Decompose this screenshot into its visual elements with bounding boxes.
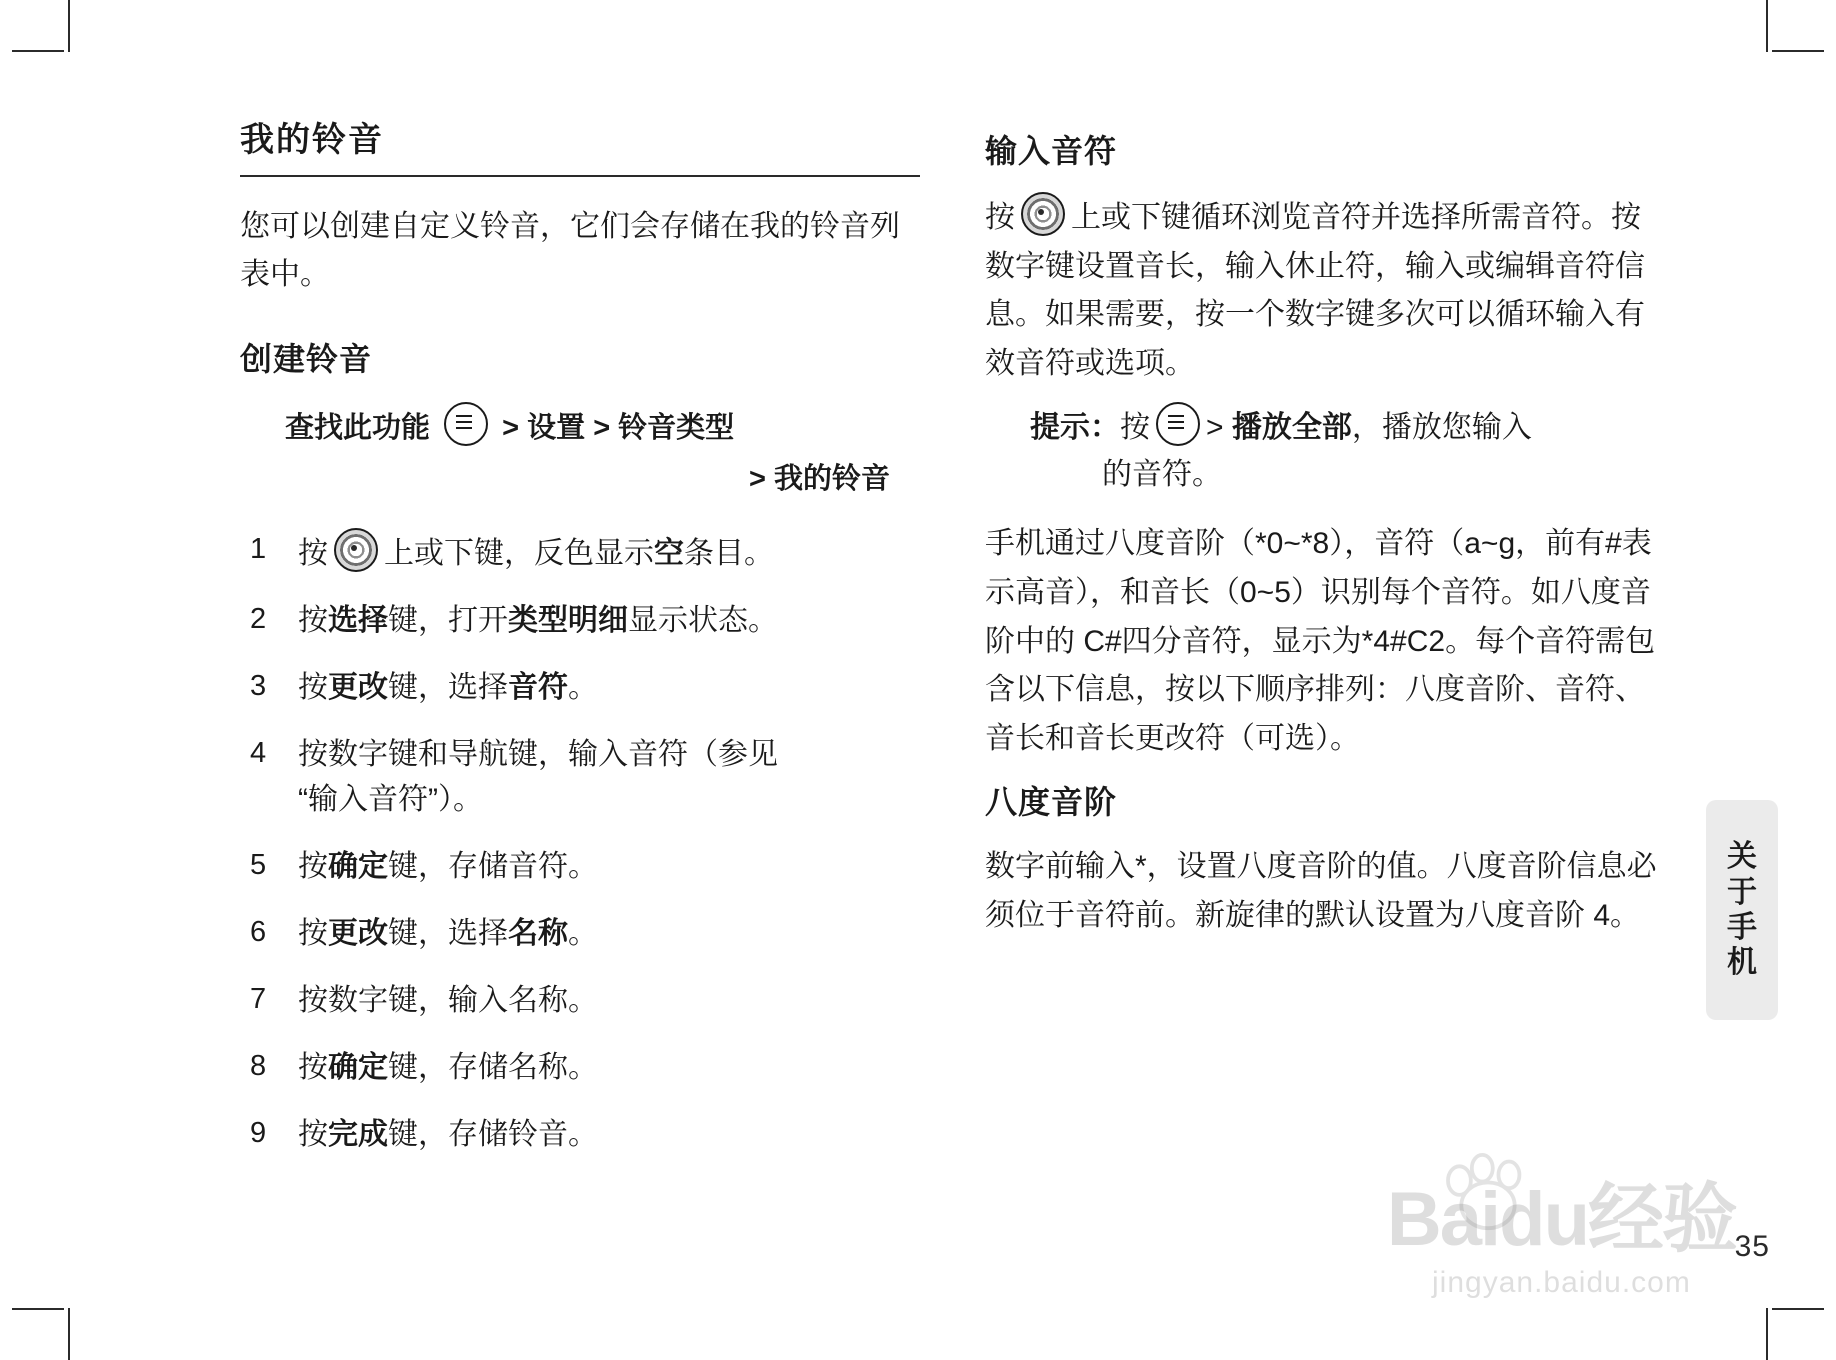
menu-icon xyxy=(1156,402,1200,446)
tip-verb: 按 xyxy=(1120,411,1150,445)
enter-notes-paragraph xyxy=(985,192,1665,388)
section-title-my-ringtones: 我的铃音 xyxy=(240,121,384,159)
step-bold: 类型明细 xyxy=(508,603,628,637)
step-item xyxy=(240,598,920,643)
subsection-title-enter-notes: 输入音符 xyxy=(985,133,1118,169)
step-text: 键，打开 xyxy=(388,603,508,637)
paw-icon xyxy=(1440,1152,1536,1232)
step-number: 7 xyxy=(250,982,267,1015)
octave-paragraph: 数字前输入*，设置八度音阶的值。八度音阶信息必须位于音符前。新旋律的默认设置为八度音阶 4。 xyxy=(985,850,1657,932)
subsection-title-octave: 八度音阶 xyxy=(985,784,1118,821)
side-tab-about-phone xyxy=(1706,800,1778,1020)
find-it-path-2: > 我的铃音 xyxy=(749,462,890,495)
step-text: 按 xyxy=(298,1117,328,1151)
step-text: 键，存储铃音。 xyxy=(388,1117,598,1151)
step-bold: 选择 xyxy=(328,603,388,637)
step-text: 按 xyxy=(298,670,328,704)
step-text: 显示状态。 xyxy=(628,603,778,637)
tip-bold-item: 播放全部 xyxy=(1231,411,1352,445)
step-text: 键，存储名称。 xyxy=(388,1050,598,1084)
step-item xyxy=(240,528,920,576)
step-text: 按 xyxy=(298,603,328,637)
watermark-sub: jingyan.baidu.com xyxy=(1432,1266,1691,1299)
find-it-label: 查找此功能 xyxy=(285,411,431,444)
side-tab-label: 关 于 手 机 xyxy=(1727,840,1757,980)
step-text: 按 xyxy=(298,536,328,570)
step-bold: 确定 xyxy=(328,849,388,883)
step-bold: 名称 xyxy=(508,916,568,950)
step-item xyxy=(240,1045,920,1090)
step-text: 按 xyxy=(298,1050,328,1084)
step-number: 3 xyxy=(250,669,267,702)
subsection-title-create-ringtone: 创建铃音 xyxy=(240,340,373,377)
paragraph-text: 上或下键循环浏览音符并选择所需音符。按数字键设置音长，输入休止符，输入或编辑音符信息。如果需要，按一个数字键多次可以循环输入有效音符或选项。 xyxy=(985,201,1645,380)
step-bold: 确定 xyxy=(328,1050,388,1084)
nav-icon xyxy=(1021,192,1065,236)
step-bold: 音符 xyxy=(508,670,568,704)
step-number: 8 xyxy=(250,1049,267,1082)
step-item xyxy=(240,911,920,956)
tip-rest-head: ，播放您输入 xyxy=(1351,411,1532,445)
step-bold: 更改 xyxy=(328,916,388,950)
tip-arrow: > xyxy=(1206,411,1224,445)
step-text: 。 xyxy=(568,916,598,950)
create-ringtone-steps xyxy=(240,528,920,1157)
nav-icon xyxy=(334,528,378,572)
step-bold: 空 xyxy=(654,536,684,570)
step-item xyxy=(240,844,920,889)
watermark-main: Baidu经验 xyxy=(1386,1177,1736,1262)
step-text: 。 xyxy=(568,670,598,704)
tip-rest: 的音符。 xyxy=(1102,457,1222,491)
step-text: 键，存储音符。 xyxy=(388,849,598,883)
note-format-paragraph: 手机通过八度音阶（*0~*8），音符（a~g，前有#表示高音），和音长（0~5）识别每个音符。如八度音阶中的 C#四分音符，显示为*4#C2。每个音符需包含以下信息，按以下顺序排列：八度音阶、音符、音长和音长更改符（可选）。 xyxy=(985,527,1656,755)
step-number: 1 xyxy=(250,532,267,565)
find-it-line xyxy=(285,402,920,502)
right-column xyxy=(985,120,1665,955)
step-text: 键，选择 xyxy=(388,670,508,704)
step-item xyxy=(240,732,920,822)
step-text: 键，选择 xyxy=(388,916,508,950)
intro-paragraph: 您可以创建自定义铃音，它们会存储在我的铃音列表中。 xyxy=(240,209,900,292)
left-column xyxy=(240,120,920,1179)
step-text: 按数字键和导航键，输入音符（参见 xyxy=(298,737,778,771)
step-number: 5 xyxy=(250,848,267,881)
step-number: 9 xyxy=(250,1116,267,1149)
step-text: 按 xyxy=(298,849,328,883)
step-item xyxy=(240,665,920,710)
step-item xyxy=(240,978,920,1023)
step-text: 上或下键，反色显示 xyxy=(384,536,654,570)
section-rule xyxy=(240,175,920,177)
page-number: 35 xyxy=(1734,1230,1770,1263)
step-number: 4 xyxy=(250,736,267,769)
step-number: 6 xyxy=(250,915,267,948)
step-text: 按数字键，输入名称。 xyxy=(298,983,598,1017)
step-item xyxy=(240,1112,920,1157)
step-text: “输入音符”）。 xyxy=(298,782,483,816)
menu-icon xyxy=(444,402,488,446)
tip-label: 提示： xyxy=(1030,411,1120,445)
step-number: 2 xyxy=(250,602,267,635)
find-it-path-1: > 设置 > 铃音类型 xyxy=(502,411,735,444)
step-bold: 更改 xyxy=(328,670,388,704)
step-text: 按 xyxy=(298,916,328,950)
step-bold: 完成 xyxy=(328,1117,388,1151)
step-text: 条目。 xyxy=(684,536,774,570)
tip-block xyxy=(1030,402,1665,498)
paragraph-text: 按 xyxy=(985,201,1015,234)
